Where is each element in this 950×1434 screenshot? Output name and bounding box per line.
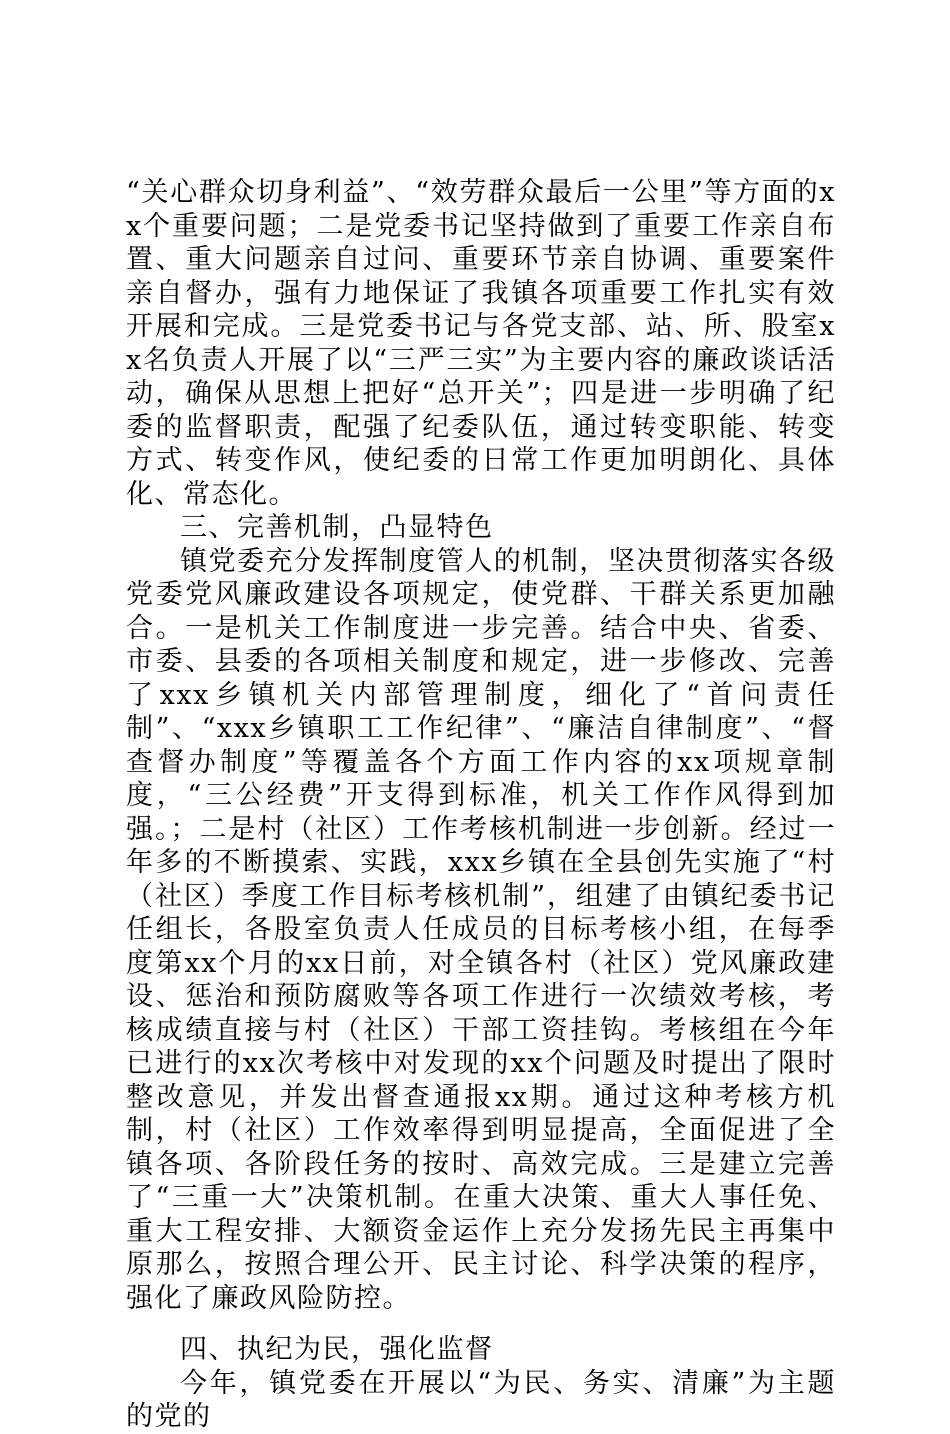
section-heading-4: 四、执纪为民，强化监督: [180, 1334, 494, 1365]
document-body: [126, 176, 836, 1434]
paragraph-mechanism: 镇党委充分发挥制度管人的机制，坚决贯彻落实各级党委党风廉政建设各项规定，使党群、干群关系更加融合。一是机关工作制度进一步完善。结合中央、省委、市委、县委的各项相关制度和规定，进一步修改、完善了xxx乡镇机关内部管理制度，细化了“首问责任制”、“xxx乡镇职工工作纪律”、“廉洁自律制度”、“督查督办制度”等覆盖各个方面工作内容的xx项规章制度，“三公经费”开支得到标准，机关工作作风得到加强。；二是村（社区）工作考核机制进一步创新。经过一年多的不断摸索、实践，xxx乡镇在全县创先实施了“村（社区）季度工作目标考核机制”，组建了由镇纪委书记任组长，各股室负责人任成员的目标考核小组，在每季度第xx个月的xx日前，对全镇各村（社区）党风廉政建设、惩治和预防腐败等各项工作进行一次绩效考核，考核成绩直接与村（社区）干部工资挂钩。考核组在今年已进行的xx次考核中对发现的xx个问题及时提出了限时整改意见，并发出督查通报xx期。通过这种考核方机制，村（社区）工作效率得到明显提高，全面促进了全镇各项、各阶段任务的按时、高效完成。三是建立完善了“三重一大”决策机制。在重大决策、重大人事任免、重大工程安排、大额资金运作上充分发扬先民主再集中原那么，按照合理公开、民主讨论、科学决策的程序，强化了廉政风险防控。: [126, 545, 836, 1314]
paragraph-continued: “关心群众切身利益”、“效劳群众最后一公里”等方面的xx个重要问题；二是党委书记坚持做到了重要工作亲自布置、重大问题亲自过问、重要环节亲自协调、重要案件亲自督办，强有力地保证了我镇各项重要工作扎实有效开展和完成。三是党委书记与各党支部、站、所、股室xx名负责人开展了以“三严三实”为主要内容的廉政谈话活动，确保从思想上把好“总开关”；四是进一步明确了纪委的监督职责，配强了纪委队伍，通过转变职能、转变方式、转变作风，使纪委的日常工作更加明朗化、具体化、常态化。: [126, 177, 836, 510]
paragraph-supervision: 今年，镇党委在开展以“为民、务实、清廉”为主题的党的: [126, 1367, 836, 1432]
section-heading-3: 三、完善机制，凸显特色: [180, 512, 494, 543]
